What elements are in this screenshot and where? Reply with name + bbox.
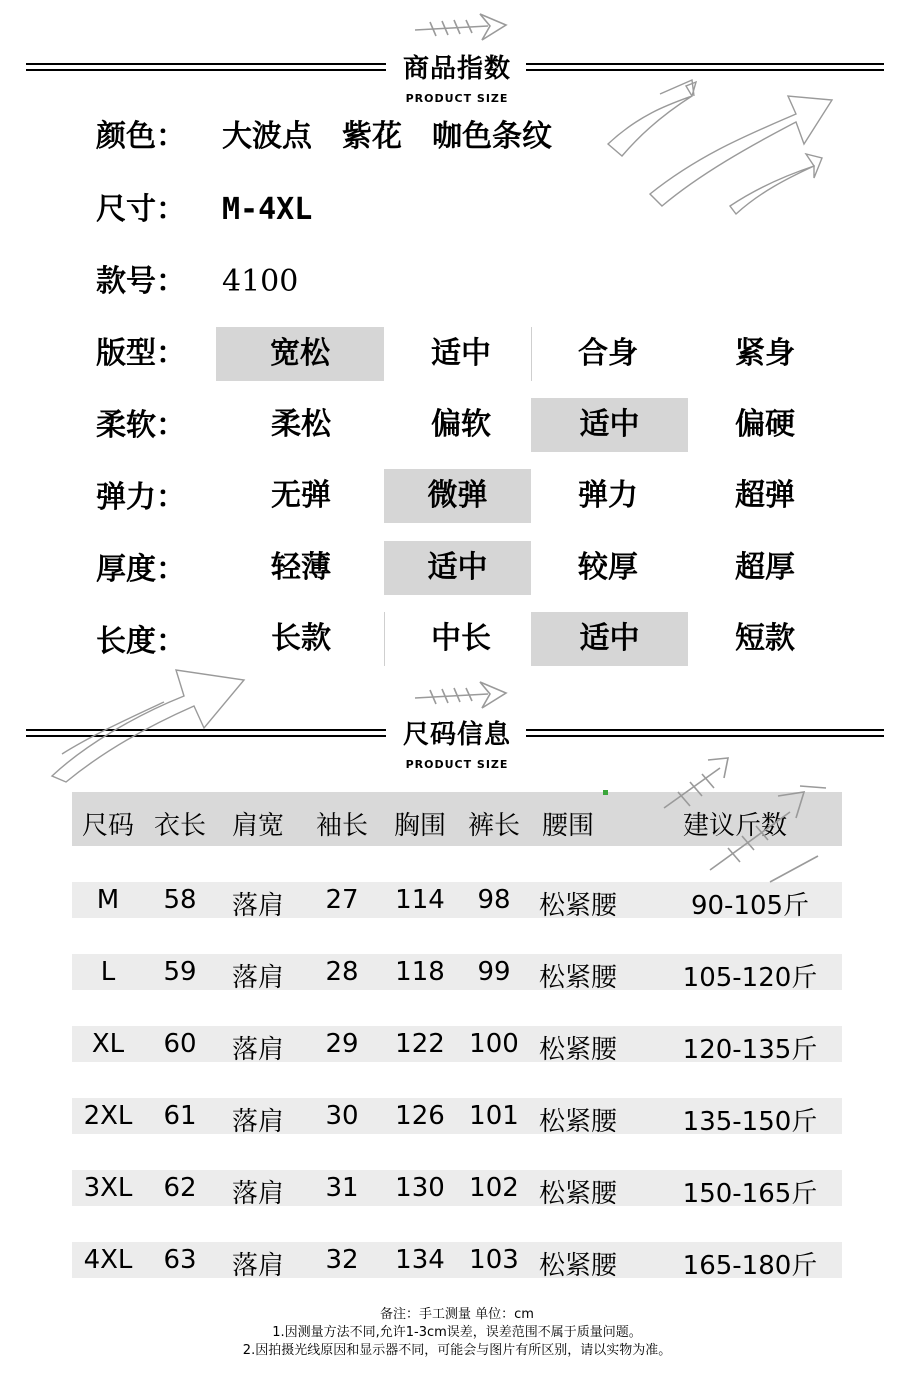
length-separator <box>384 612 385 666</box>
header-shoulder: 肩宽 <box>231 811 284 841</box>
cell-shoulder: 落肩 <box>231 1179 284 1209</box>
length-option-4: 短款 <box>735 621 795 656</box>
cell-pants-length: 102 <box>469 1173 519 1203</box>
cell-sleeve: 30 <box>325 1101 359 1131</box>
fit-label: 版型： <box>96 336 186 371</box>
fit-option-fitted: 合身 <box>578 336 638 371</box>
cell-recommended-weight: 165-180斤 <box>682 1251 818 1281</box>
thickness-label: 厚度： <box>96 552 186 587</box>
cell-sleeve: 31 <box>325 1173 359 1203</box>
cell-length: 60 <box>163 1029 197 1059</box>
arrow-doodle-icon <box>600 74 840 234</box>
cell-sleeve: 27 <box>325 885 359 915</box>
cell-chest: 122 <box>395 1029 445 1059</box>
header-rule-right-bottom <box>526 69 884 71</box>
cell-chest: 126 <box>395 1101 445 1131</box>
fit-option-loose: 宽松 <box>216 327 384 381</box>
cell-waist: 松紧腰 <box>538 1107 617 1137</box>
cell-waist: 松紧腰 <box>538 891 617 921</box>
cell-sleeve: 32 <box>325 1245 359 1275</box>
header-pants-length: 裤长 <box>467 811 520 841</box>
fit-option-medium: 适中 <box>431 336 491 371</box>
header-recommended-weight: 建议斤数 <box>682 811 787 841</box>
cell-waist: 松紧腰 <box>538 1035 617 1065</box>
cell-chest: 114 <box>395 885 445 915</box>
elasticity-label: 弹力： <box>96 480 186 515</box>
header-length: 衣长 <box>153 811 206 841</box>
cell-recommended-weight: 90-105斤 <box>690 891 810 921</box>
cell-length: 59 <box>163 957 197 987</box>
header-rule-left-bottom <box>26 69 386 71</box>
cell-pants-length: 101 <box>469 1101 519 1131</box>
header-rule-right-top <box>526 63 884 65</box>
cell-sleeve: 28 <box>325 957 359 987</box>
arrow-doodle-icon <box>410 676 510 716</box>
arrow-doodle-icon <box>410 8 510 48</box>
cell-shoulder: 落肩 <box>231 963 284 993</box>
cell-pants-length: 99 <box>477 957 511 987</box>
cell-shoulder: 落肩 <box>231 891 284 921</box>
cell-pants-length: 100 <box>469 1029 519 1059</box>
fit-option-tight: 紧身 <box>735 336 795 371</box>
cell-size: 3XL <box>83 1173 133 1203</box>
cell-recommended-weight: 105-120斤 <box>682 963 818 993</box>
elasticity-option-2: 微弹 <box>384 469 531 523</box>
cell-sleeve: 29 <box>325 1029 359 1059</box>
section-title: 尺码信息 <box>402 720 511 750</box>
elasticity-option-3: 弹力 <box>578 478 638 513</box>
cell-length: 62 <box>163 1173 197 1203</box>
header-size: 尺码 <box>81 811 134 841</box>
elasticity-option-1: 无弹 <box>271 478 331 513</box>
softness-option-2: 偏软 <box>431 407 491 442</box>
arrow-doodle-icon <box>44 656 254 786</box>
size-label: 尺寸： <box>96 192 186 227</box>
length-option-1: 长款 <box>271 621 331 656</box>
thickness-option-3: 较厚 <box>578 550 638 585</box>
cell-pants-length: 103 <box>469 1245 519 1275</box>
cell-length: 63 <box>163 1245 197 1275</box>
cell-chest: 134 <box>395 1245 445 1275</box>
elasticity-option-4: 超弹 <box>735 478 795 513</box>
cell-waist: 松紧腰 <box>538 1179 617 1209</box>
cell-size: L <box>100 957 116 987</box>
fit-separator <box>531 327 532 381</box>
note-line: 2.因拍摄光线原因和显示器不同，可能会与图片有所区别，请以实物为准。 <box>242 1343 672 1358</box>
thickness-option-2: 适中 <box>384 541 531 595</box>
header2-rule-right-bottom <box>526 735 884 737</box>
header-chest: 胸围 <box>393 811 446 841</box>
cell-size: XL <box>91 1029 125 1059</box>
header-sleeve: 袖长 <box>315 811 368 841</box>
cell-waist: 松紧腰 <box>538 1251 617 1281</box>
style-number-label: 款号： <box>96 264 186 299</box>
arrow-doodle-icon <box>650 752 830 892</box>
thickness-option-1: 轻薄 <box>271 550 331 585</box>
softness-option-1: 柔松 <box>271 407 331 442</box>
softness-option-3: 适中 <box>531 398 688 452</box>
cell-chest: 118 <box>395 957 445 987</box>
cell-chest: 130 <box>395 1173 445 1203</box>
cell-recommended-weight: 150-165斤 <box>682 1179 818 1209</box>
length-option-3: 适中 <box>531 612 688 666</box>
color-value: 大波点 紫花 咖色条纹 <box>222 119 552 154</box>
softness-option-4: 偏硬 <box>735 407 795 442</box>
cell-pants-length: 98 <box>477 885 511 915</box>
cell-waist: 松紧腰 <box>538 963 617 993</box>
cell-length: 58 <box>163 885 197 915</box>
cell-recommended-weight: 135-150斤 <box>682 1107 818 1137</box>
cell-size: 4XL <box>83 1245 133 1275</box>
cell-shoulder: 落肩 <box>231 1107 284 1137</box>
thickness-option-4: 超厚 <box>735 550 795 585</box>
style-number-value: 4100 <box>222 264 299 299</box>
section-subtitle: PRODUCT SIZE <box>405 758 509 771</box>
length-option-2: 中长 <box>431 621 491 656</box>
header-rule-left-top <box>26 63 386 65</box>
cell-size: M <box>96 885 120 915</box>
length-label: 长度： <box>96 624 186 659</box>
color-label: 颜色： <box>96 119 186 154</box>
cell-shoulder: 落肩 <box>231 1251 284 1281</box>
header-waist: 腰围 <box>541 811 594 841</box>
cell-shoulder: 落肩 <box>231 1035 284 1065</box>
size-value: M-4XL <box>222 192 313 227</box>
cell-recommended-weight: 120-135斤 <box>682 1035 818 1065</box>
note-line: 备注：手工测量 单位：cm <box>380 1307 534 1322</box>
green-dot-mark <box>603 790 608 795</box>
cell-length: 61 <box>163 1101 197 1131</box>
note-line: 1.因测量方法不同,允许1-3cm误差，误差范围不属于质量问题。 <box>272 1325 642 1340</box>
header2-rule-right-top <box>526 729 884 731</box>
cell-size: 2XL <box>83 1101 133 1131</box>
section-title: 商品指数 <box>402 54 511 84</box>
section-subtitle: PRODUCT SIZE <box>405 92 509 105</box>
softness-label: 柔软： <box>96 408 186 443</box>
